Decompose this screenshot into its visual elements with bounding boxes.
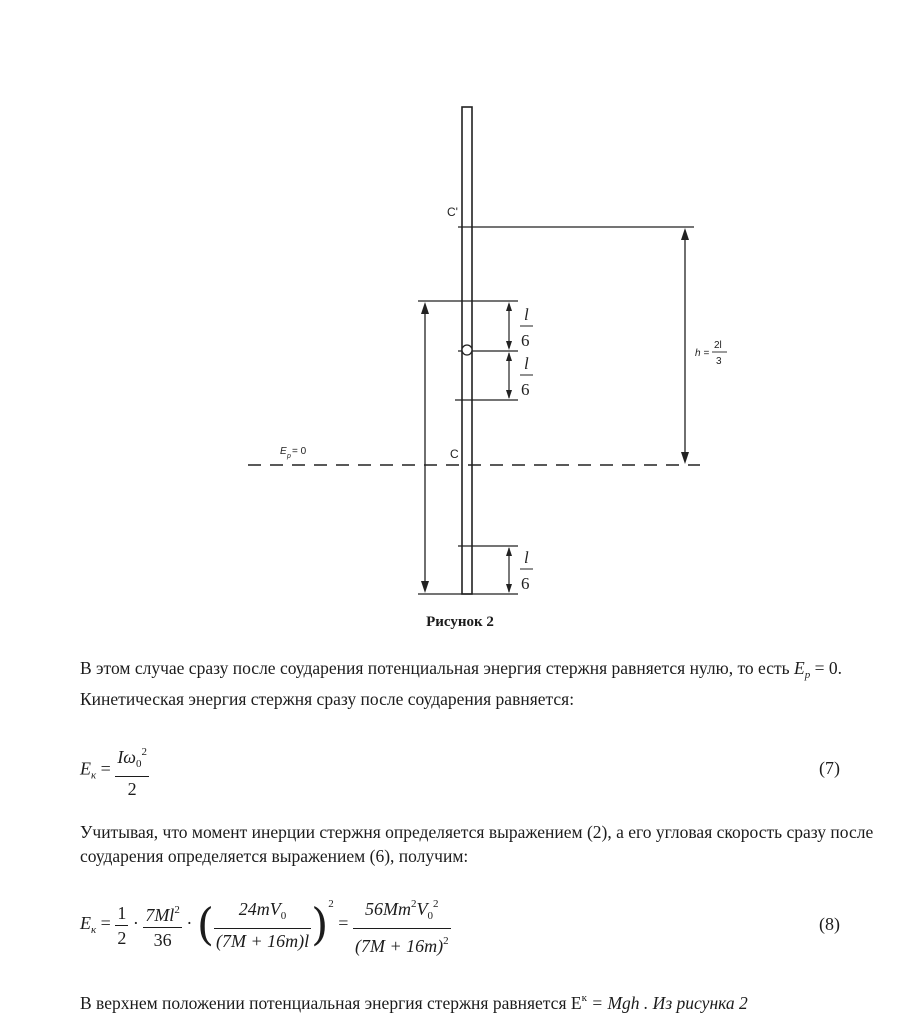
eq8-f4-num-sup: 2 xyxy=(411,898,417,910)
eq7-num-sup: 2 xyxy=(141,746,148,758)
eq8-f4-den: (7M + 16m) xyxy=(354,936,444,956)
segment-arrow-3 xyxy=(506,547,512,593)
equation-7 xyxy=(80,740,149,801)
eq8-lhs-sub: к xyxy=(91,924,97,937)
eq7-denominator: 2 xyxy=(127,779,137,799)
segment-arrow-2 xyxy=(506,352,512,399)
paragraph-3-text-b: = Mgh . Из рисунка 2 xyxy=(586,993,748,1013)
fraction-denominator: 6 xyxy=(521,331,530,350)
ep-symbol: E xyxy=(794,658,805,678)
ep-letter: E xyxy=(280,446,287,457)
equation-8-number: (8) xyxy=(819,914,840,934)
ep-zero-label xyxy=(280,446,307,460)
height-h: h = xyxy=(695,348,710,359)
eq8-f4-num: 56Mm xyxy=(365,899,412,919)
paragraph-3 xyxy=(80,986,890,1015)
eq8-f4-num-v: V xyxy=(416,899,428,919)
fraction-l6-3 xyxy=(520,548,533,593)
eq8-f3-num-sub: 0 xyxy=(280,910,287,922)
paragraph-1 xyxy=(80,656,890,711)
fraction-numerator: l xyxy=(524,548,529,567)
paragraph-3-text-a: В верхнем положении потенциальная энергия стержня равняется E xyxy=(80,993,582,1013)
eq7-fraction xyxy=(115,740,149,801)
fraction-numerator: l xyxy=(524,305,529,324)
arrow-head-up-icon xyxy=(421,302,429,314)
equation-7-number: (7) xyxy=(819,758,840,778)
eq8-paren-sup: 2 xyxy=(328,898,334,911)
equation-8: $E_к$ = $\frac{1}{2}$ · $\frac{7Ml^2}{36}$ · ( $\frac{24mV_0}{(7M + 16m)l}$ )$^2$ = $\frac{56Mm^2V_0^2}{(7M + 16m)^2}$ xyxy=(80,892,451,958)
eq8-f2-num: 7Ml xyxy=(145,905,175,925)
eq8-f4-den-sup: 2 xyxy=(443,935,449,947)
eq7-numerator: Iω xyxy=(117,747,137,767)
eq8-f2-num-sup: 2 xyxy=(174,904,180,916)
paragraph-1-text-b: . Кинетическая энергия стержня сразу после соударения равняется: xyxy=(80,658,842,709)
eq8-f4-num-vsub: 0 xyxy=(427,910,434,922)
ep-subscript-text: p xyxy=(804,669,811,681)
height-label xyxy=(695,340,727,367)
paragraph-3-sup: к xyxy=(581,992,587,1004)
ep-equals: = 0 xyxy=(292,446,307,457)
arrow-head-up-icon xyxy=(681,228,689,240)
height-denominator: 3 xyxy=(716,356,722,367)
fraction-l6-2 xyxy=(520,354,533,399)
eq8-fraction-3 xyxy=(214,897,311,953)
arrow-head-down-icon xyxy=(421,581,429,593)
ep-subscript: p xyxy=(287,453,291,460)
eq8-f1-den: 2 xyxy=(117,927,127,948)
label-c-prime: C' xyxy=(447,205,458,219)
fraction-denominator: 6 xyxy=(521,380,530,399)
eq8-fraction-1 xyxy=(115,901,128,950)
eq8-f3-den: (7M + 16m)l xyxy=(215,931,310,951)
segment-arrow-1 xyxy=(506,302,512,350)
fraction-denominator: 6 xyxy=(521,574,530,593)
eq7-lhs-sub: к xyxy=(91,769,97,782)
fraction-l6-1 xyxy=(520,305,533,350)
eq8-f4-num-vsup: 2 xyxy=(433,898,439,910)
eq8-lhs: E xyxy=(80,913,91,934)
label-c: C xyxy=(450,447,459,461)
eq7-num-sub: 0 xyxy=(136,758,142,770)
paragraph-2: Учитывая, что момент инерции стержня определяется выражением (2), а его угловая скорость сразу после соударения определяется выражением (6), получим: xyxy=(80,822,874,866)
eq8-fraction-4 xyxy=(353,892,451,958)
ep-zero-text: = 0 xyxy=(810,658,838,678)
eq8-f2-den: 36 xyxy=(153,930,172,950)
height-numerator: 2l xyxy=(714,340,722,351)
eq7-lhs: E xyxy=(80,758,91,779)
figure-caption: Рисунок 2 xyxy=(426,614,494,630)
eq8-f3-num: 24mV xyxy=(238,899,281,919)
eq8-f1-num: 1 xyxy=(115,901,128,926)
paragraph-1-text-a: В этом случае сразу после соударения потенциальная энергия стержня равняется нулю, то есть xyxy=(80,658,794,678)
arrow-head-down-icon xyxy=(681,452,689,464)
eq7-equals: = xyxy=(96,758,116,779)
fraction-numerator: l xyxy=(524,354,529,373)
eq8-fraction-2 xyxy=(143,898,182,952)
pivot-icon xyxy=(462,345,472,355)
